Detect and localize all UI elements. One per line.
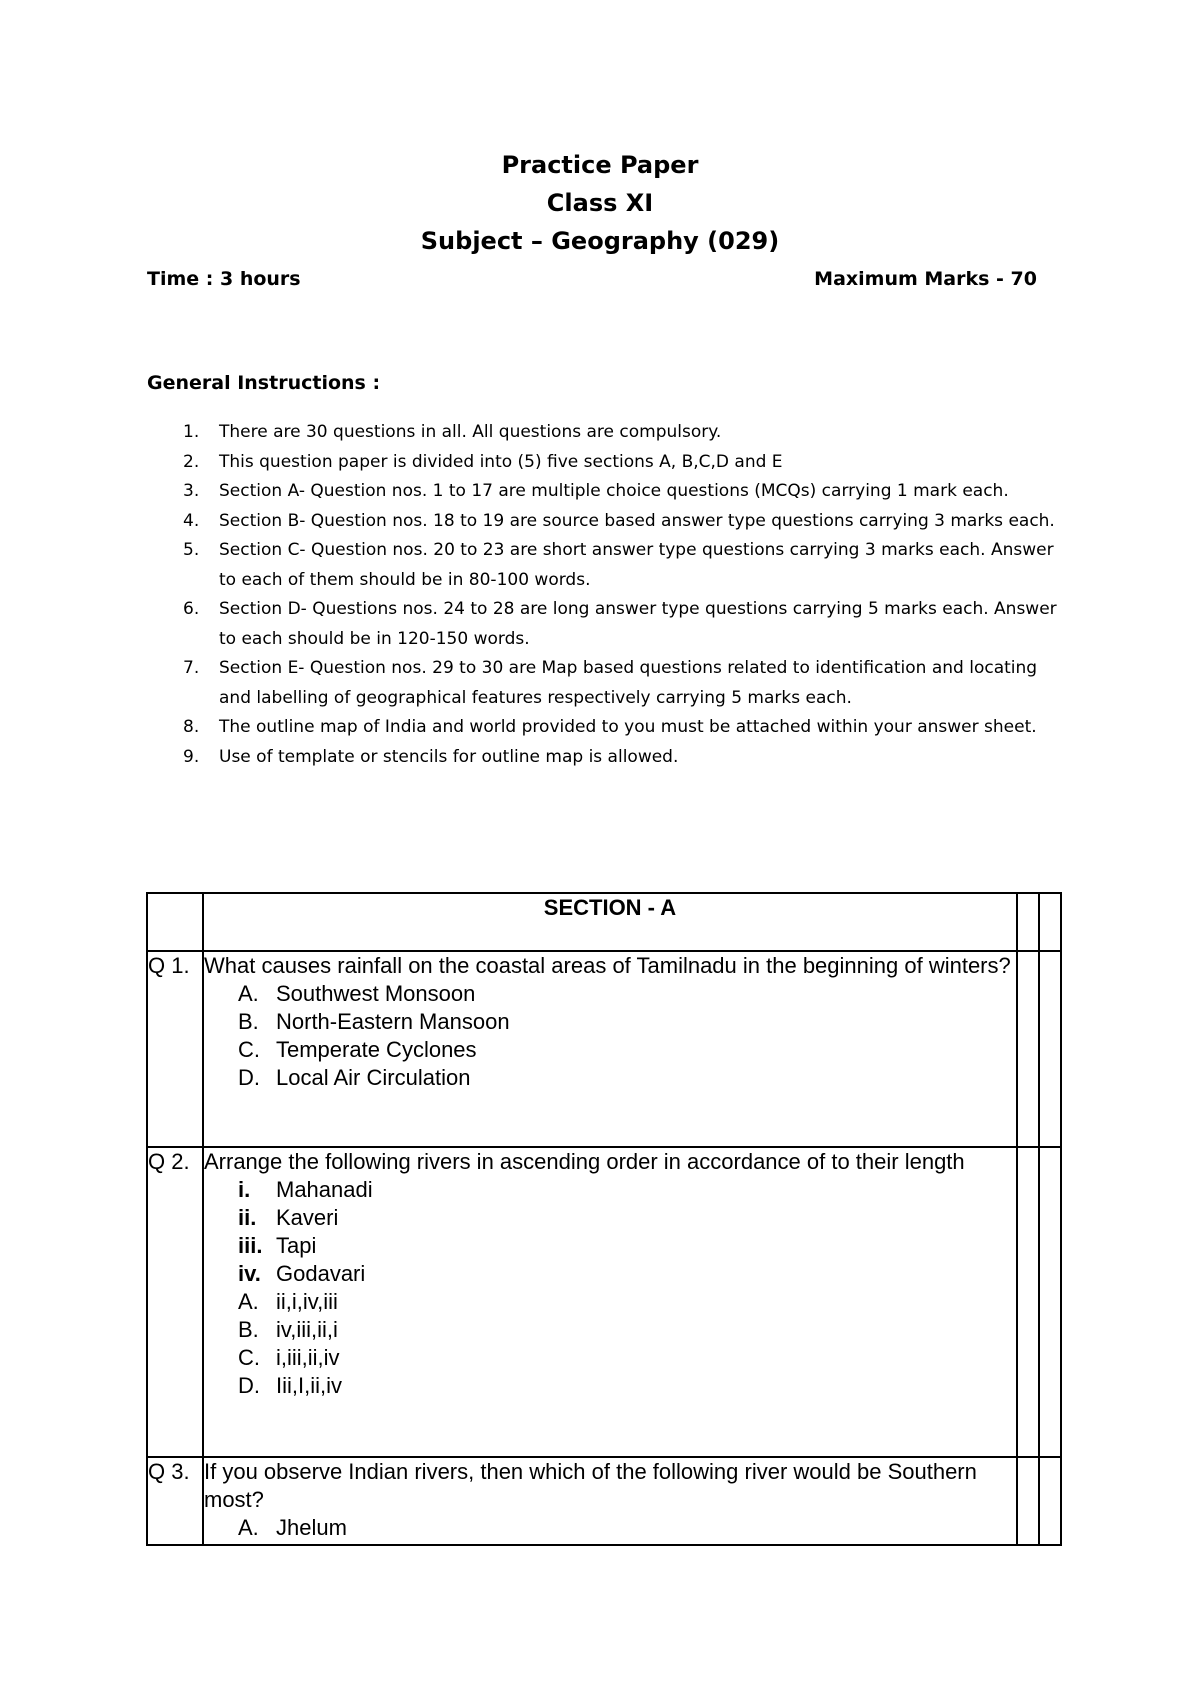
question-number: Q 1. <box>147 951 203 1147</box>
section-title: SECTION - A <box>203 893 1017 951</box>
river-label: ii. <box>238 1205 257 1230</box>
option <box>204 1064 1016 1092</box>
river-label: iii. <box>238 1233 263 1258</box>
max-marks-label: Maximum Marks - 70 <box>814 268 1037 290</box>
option <box>204 1288 1016 1316</box>
option <box>204 1036 1016 1064</box>
time-label: Time : 3 hours <box>147 268 301 290</box>
option-label: B. <box>238 1317 259 1342</box>
instruction-item <box>147 743 1067 773</box>
option-text: North-Eastern Mansoon <box>276 1009 510 1034</box>
section-header-row <box>147 893 1061 951</box>
instruction-item <box>147 418 1067 448</box>
option <box>204 1316 1016 1344</box>
marks-cell <box>1017 951 1039 1147</box>
option-text: Temperate Cyclones <box>276 1037 477 1062</box>
river-name: Mahanadi <box>276 1177 373 1202</box>
instruction-text: Section E- Question nos. 29 to 30 are Map based questions related to identification and locating and labelling of geographical features respectively carrying 5 marks each. <box>219 658 1038 708</box>
marks-cell <box>1039 1147 1061 1457</box>
marks-cell <box>1017 1147 1039 1457</box>
option-text: Iii,I,ii,iv <box>276 1373 342 1398</box>
instructions-list <box>147 418 1067 772</box>
option-label: D. <box>238 1373 260 1398</box>
instruction-text: Section B- Question nos. 18 to 19 are source based answer type questions carrying 3 marks each. <box>219 510 1055 531</box>
question-text: If you observe Indian rivers, then which of the following river would be Southern most? <box>204 1459 977 1512</box>
instruction-item <box>147 654 1067 713</box>
question-body <box>203 1457 1017 1545</box>
instruction-text: Section D- Questions nos. 24 to 28 are long answer type questions carrying 5 marks each. Answer to each should be in 120-150 words. <box>219 599 1057 649</box>
option-label: C. <box>238 1037 260 1062</box>
river-item <box>204 1176 1016 1204</box>
option <box>204 980 1016 1008</box>
question-row <box>147 1147 1061 1457</box>
option-text: Jhelum <box>276 1515 347 1540</box>
river-name: Kaveri <box>276 1205 339 1230</box>
paper-title: Practice Paper <box>501 151 699 179</box>
instruction-number: 1. <box>183 422 200 442</box>
river-label: i. <box>238 1177 251 1202</box>
option-label: A. <box>238 981 259 1006</box>
option <box>204 1514 1016 1542</box>
instructions-heading: General Instructions : <box>147 372 381 394</box>
instruction-number: 9. <box>183 746 200 767</box>
number-cell <box>147 893 203 951</box>
question-body <box>203 951 1017 1147</box>
instruction-text: Section A- Question nos. 1 to 17 are multiple choice questions (MCQs) carrying 1 mark each. <box>219 481 1009 501</box>
river-item <box>204 1260 1016 1288</box>
question-row <box>147 951 1061 1147</box>
instruction-item <box>147 448 1067 478</box>
option <box>204 1344 1016 1372</box>
instruction-number: 4. <box>183 510 200 531</box>
option <box>204 1372 1016 1400</box>
marks-cell <box>1039 951 1061 1147</box>
question-row <box>147 1457 1061 1545</box>
option-text: i,iii,ii,iv <box>276 1345 340 1370</box>
marks-cell <box>1017 1457 1039 1545</box>
instruction-item <box>147 536 1067 595</box>
instruction-text: Section C- Question nos. 20 to 23 are short answer type questions carrying 3 marks each. Answer to each of them should be in 80-100 words. <box>219 540 1054 590</box>
marks-cell <box>1017 893 1039 951</box>
river-name: Godavari <box>276 1261 366 1286</box>
title-block <box>0 146 1200 260</box>
instruction-number: 2. <box>183 451 200 472</box>
instruction-text: This question paper is divided into (5) five sections A, B,C,D and E <box>219 451 783 472</box>
marks-cell <box>1039 893 1061 951</box>
option-text: Southwest Monsoon <box>276 981 476 1006</box>
river-name: Tapi <box>276 1233 317 1258</box>
option-label: A. <box>238 1289 259 1314</box>
instruction-text: There are 30 questions in all. All questions are compulsory. <box>219 422 722 442</box>
option-text: Local Air Circulation <box>276 1065 471 1090</box>
instruction-number: 7. <box>183 658 200 678</box>
question-text: Arrange the following rivers in ascending order in accordance of to their length <box>204 1149 965 1174</box>
option-text: iv,iii,ii,i <box>276 1317 338 1342</box>
instruction-text: The outline map of India and world provided to you must be attached within your answer sheet. <box>219 717 1037 737</box>
instruction-number: 5. <box>183 540 200 560</box>
option <box>204 1008 1016 1036</box>
instruction-item <box>147 507 1067 537</box>
option-label: D. <box>238 1065 260 1090</box>
instruction-text: Use of template or stencils for outline map is allowed. <box>219 746 679 767</box>
option-label: B. <box>238 1009 259 1034</box>
question-body <box>203 1147 1017 1457</box>
river-label: iv. <box>238 1261 261 1286</box>
option-label: A. <box>238 1515 259 1540</box>
marks-cell <box>1039 1457 1061 1545</box>
instruction-item <box>147 595 1067 654</box>
instruction-item <box>147 713 1067 743</box>
instruction-number: 3. <box>183 481 200 501</box>
question-text: What causes rainfall on the coastal areas of Tamilnadu in the beginning of winters? <box>204 953 1011 978</box>
option-text: ii,i,iv,iii <box>276 1289 338 1314</box>
river-item <box>204 1204 1016 1232</box>
question-number: Q 2. <box>147 1147 203 1457</box>
question-number: Q 3. <box>147 1457 203 1545</box>
class-title: Class XI <box>546 189 654 217</box>
instruction-item <box>147 477 1067 507</box>
instruction-number: 6. <box>183 599 200 619</box>
option-label: C. <box>238 1345 260 1370</box>
river-item <box>204 1232 1016 1260</box>
questions-table <box>146 892 1062 1546</box>
subject-title: Subject – Geography (029) <box>420 227 780 255</box>
instruction-number: 8. <box>183 717 200 737</box>
